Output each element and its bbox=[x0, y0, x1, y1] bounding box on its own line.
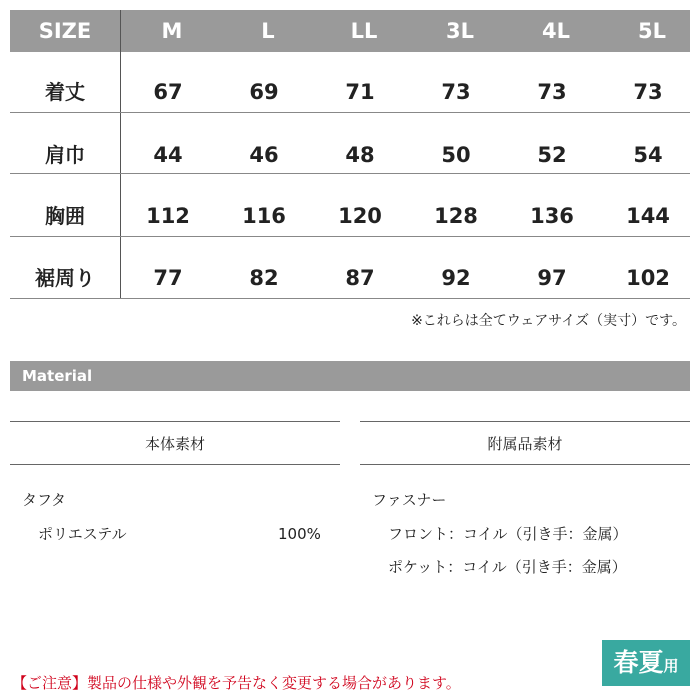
divider bbox=[10, 464, 340, 465]
accessory-item: ファスナー bbox=[372, 491, 447, 509]
table-cell: 46 bbox=[249, 143, 279, 167]
size-col-ll: LL bbox=[350, 19, 378, 43]
table-cell: 52 bbox=[537, 143, 567, 167]
table-cell: 87 bbox=[345, 266, 375, 290]
accessory-line: ポケット：コイル（引き手：金属） bbox=[388, 558, 627, 576]
size-note: ※これらは全てウェアサイズ（実寸）です。 bbox=[411, 313, 686, 329]
table-cell: 73 bbox=[633, 80, 663, 104]
season-badge bbox=[602, 640, 690, 686]
body-composition-percent: 100% bbox=[278, 525, 321, 543]
row-label: 肩巾 bbox=[45, 143, 85, 167]
table-cell: 77 bbox=[153, 266, 183, 290]
row-label: 裾周り bbox=[35, 266, 95, 290]
table-cell: 112 bbox=[146, 204, 190, 228]
body-fabric: タフタ bbox=[22, 491, 66, 509]
divider bbox=[360, 464, 690, 465]
size-col-l: L bbox=[261, 19, 275, 43]
size-col-m: M bbox=[161, 19, 183, 43]
table-cell: 48 bbox=[345, 143, 375, 167]
table-cell: 116 bbox=[242, 204, 286, 228]
row-divider bbox=[10, 173, 690, 174]
row-divider bbox=[10, 236, 690, 237]
material-section-header bbox=[10, 361, 690, 391]
accessory-material-heading: 附属品素材 bbox=[487, 435, 563, 453]
table-cell: 97 bbox=[537, 266, 567, 290]
size-table-header bbox=[10, 10, 690, 52]
body-composition-name: ポリエステル bbox=[38, 525, 127, 543]
table-cell: 102 bbox=[626, 266, 670, 290]
table-cell: 144 bbox=[626, 204, 670, 228]
table-cell: 73 bbox=[537, 80, 567, 104]
table-cell: 71 bbox=[345, 80, 375, 104]
row-label: 着丈 bbox=[45, 80, 85, 104]
table-cell: 50 bbox=[441, 143, 471, 167]
table-cell: 69 bbox=[249, 80, 279, 104]
table-cell: 136 bbox=[530, 204, 574, 228]
material-title: Material bbox=[22, 367, 93, 385]
size-col-5l: 5L bbox=[638, 19, 666, 43]
size-col-4l: 4L bbox=[542, 19, 570, 43]
table-cell: 82 bbox=[249, 266, 279, 290]
body-material-heading: 本体素材 bbox=[144, 435, 205, 453]
accessory-line: フロント：コイル（引き手：金属） bbox=[388, 525, 628, 543]
divider bbox=[360, 421, 690, 422]
table-cell: 128 bbox=[434, 204, 478, 228]
table-cell: 92 bbox=[441, 266, 471, 290]
caution-notice: 【ご注意】製品の仕様や外観を予告なく変更する場合があります。 bbox=[12, 674, 461, 692]
season-badge-sub: 用 bbox=[663, 657, 679, 675]
table-cell: 54 bbox=[633, 143, 663, 167]
size-col-3l: 3L bbox=[446, 19, 474, 43]
table-cell: 73 bbox=[441, 80, 471, 104]
size-header-label: SIZE bbox=[38, 19, 92, 43]
row-divider bbox=[10, 112, 690, 113]
table-cell: 120 bbox=[338, 204, 382, 228]
table-cell: 67 bbox=[153, 80, 183, 104]
table-cell: 44 bbox=[153, 143, 183, 167]
season-badge-main: 春夏 bbox=[613, 648, 664, 677]
row-divider bbox=[10, 298, 690, 299]
row-label: 胸囲 bbox=[45, 204, 85, 228]
divider bbox=[10, 421, 340, 422]
